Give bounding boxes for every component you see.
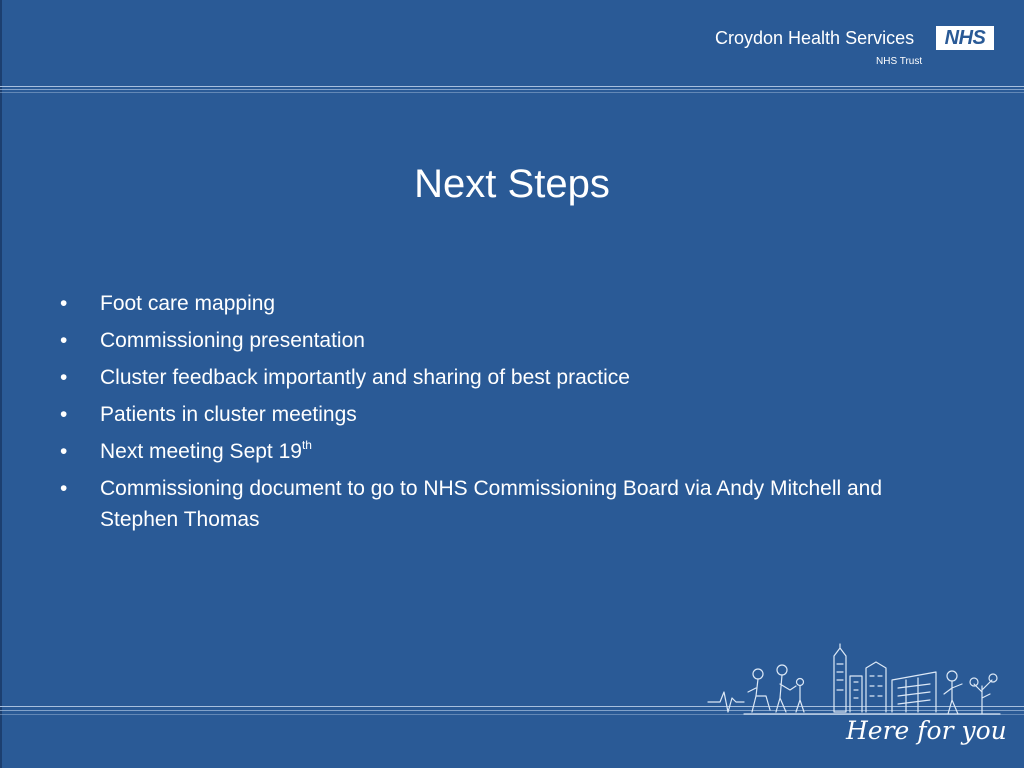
bullet-text: Cluster feedback importantly and sharing of best practice xyxy=(100,366,630,389)
bullet-item xyxy=(56,288,936,319)
bullet-icon: • xyxy=(60,292,68,315)
bullet-item xyxy=(56,473,936,535)
nhs-badge: NHS xyxy=(936,26,994,50)
organisation-name: Croydon Health Services xyxy=(715,28,915,48)
bullet-icon: • xyxy=(60,403,68,426)
bullet-icon: • xyxy=(60,329,68,352)
bullet-icon: • xyxy=(60,440,68,463)
top-divider-line xyxy=(0,86,1024,87)
bullet-icon: • xyxy=(60,477,68,500)
bullet-item xyxy=(56,325,936,356)
tagline: Here for you xyxy=(846,716,1007,745)
bullet-text: Patients in cluster meetings xyxy=(100,403,357,426)
bullet-icon: • xyxy=(60,366,68,389)
bullet-item xyxy=(56,399,936,430)
bullet-item xyxy=(56,436,936,467)
trust-label: NHS Trust xyxy=(876,56,923,67)
bullet-list xyxy=(56,288,936,541)
slide-left-edge xyxy=(0,0,2,768)
bullet-text: Commissioning presentation xyxy=(100,329,365,352)
bullet-item xyxy=(56,362,936,393)
bullet-text: Next meeting Sept 19 xyxy=(100,440,302,463)
bullet-superscript: th xyxy=(301,438,312,452)
slide-title: Next Steps xyxy=(414,162,610,206)
top-divider-line xyxy=(0,92,1024,93)
nhs-logo xyxy=(700,26,1000,72)
bullet-text: Foot care mapping xyxy=(100,292,276,315)
top-divider-line xyxy=(0,89,1024,90)
bullet-text: Commissioning document to go to NHS Commissioning Board via Andy Mitchell and Stephen Thomas xyxy=(100,477,883,531)
